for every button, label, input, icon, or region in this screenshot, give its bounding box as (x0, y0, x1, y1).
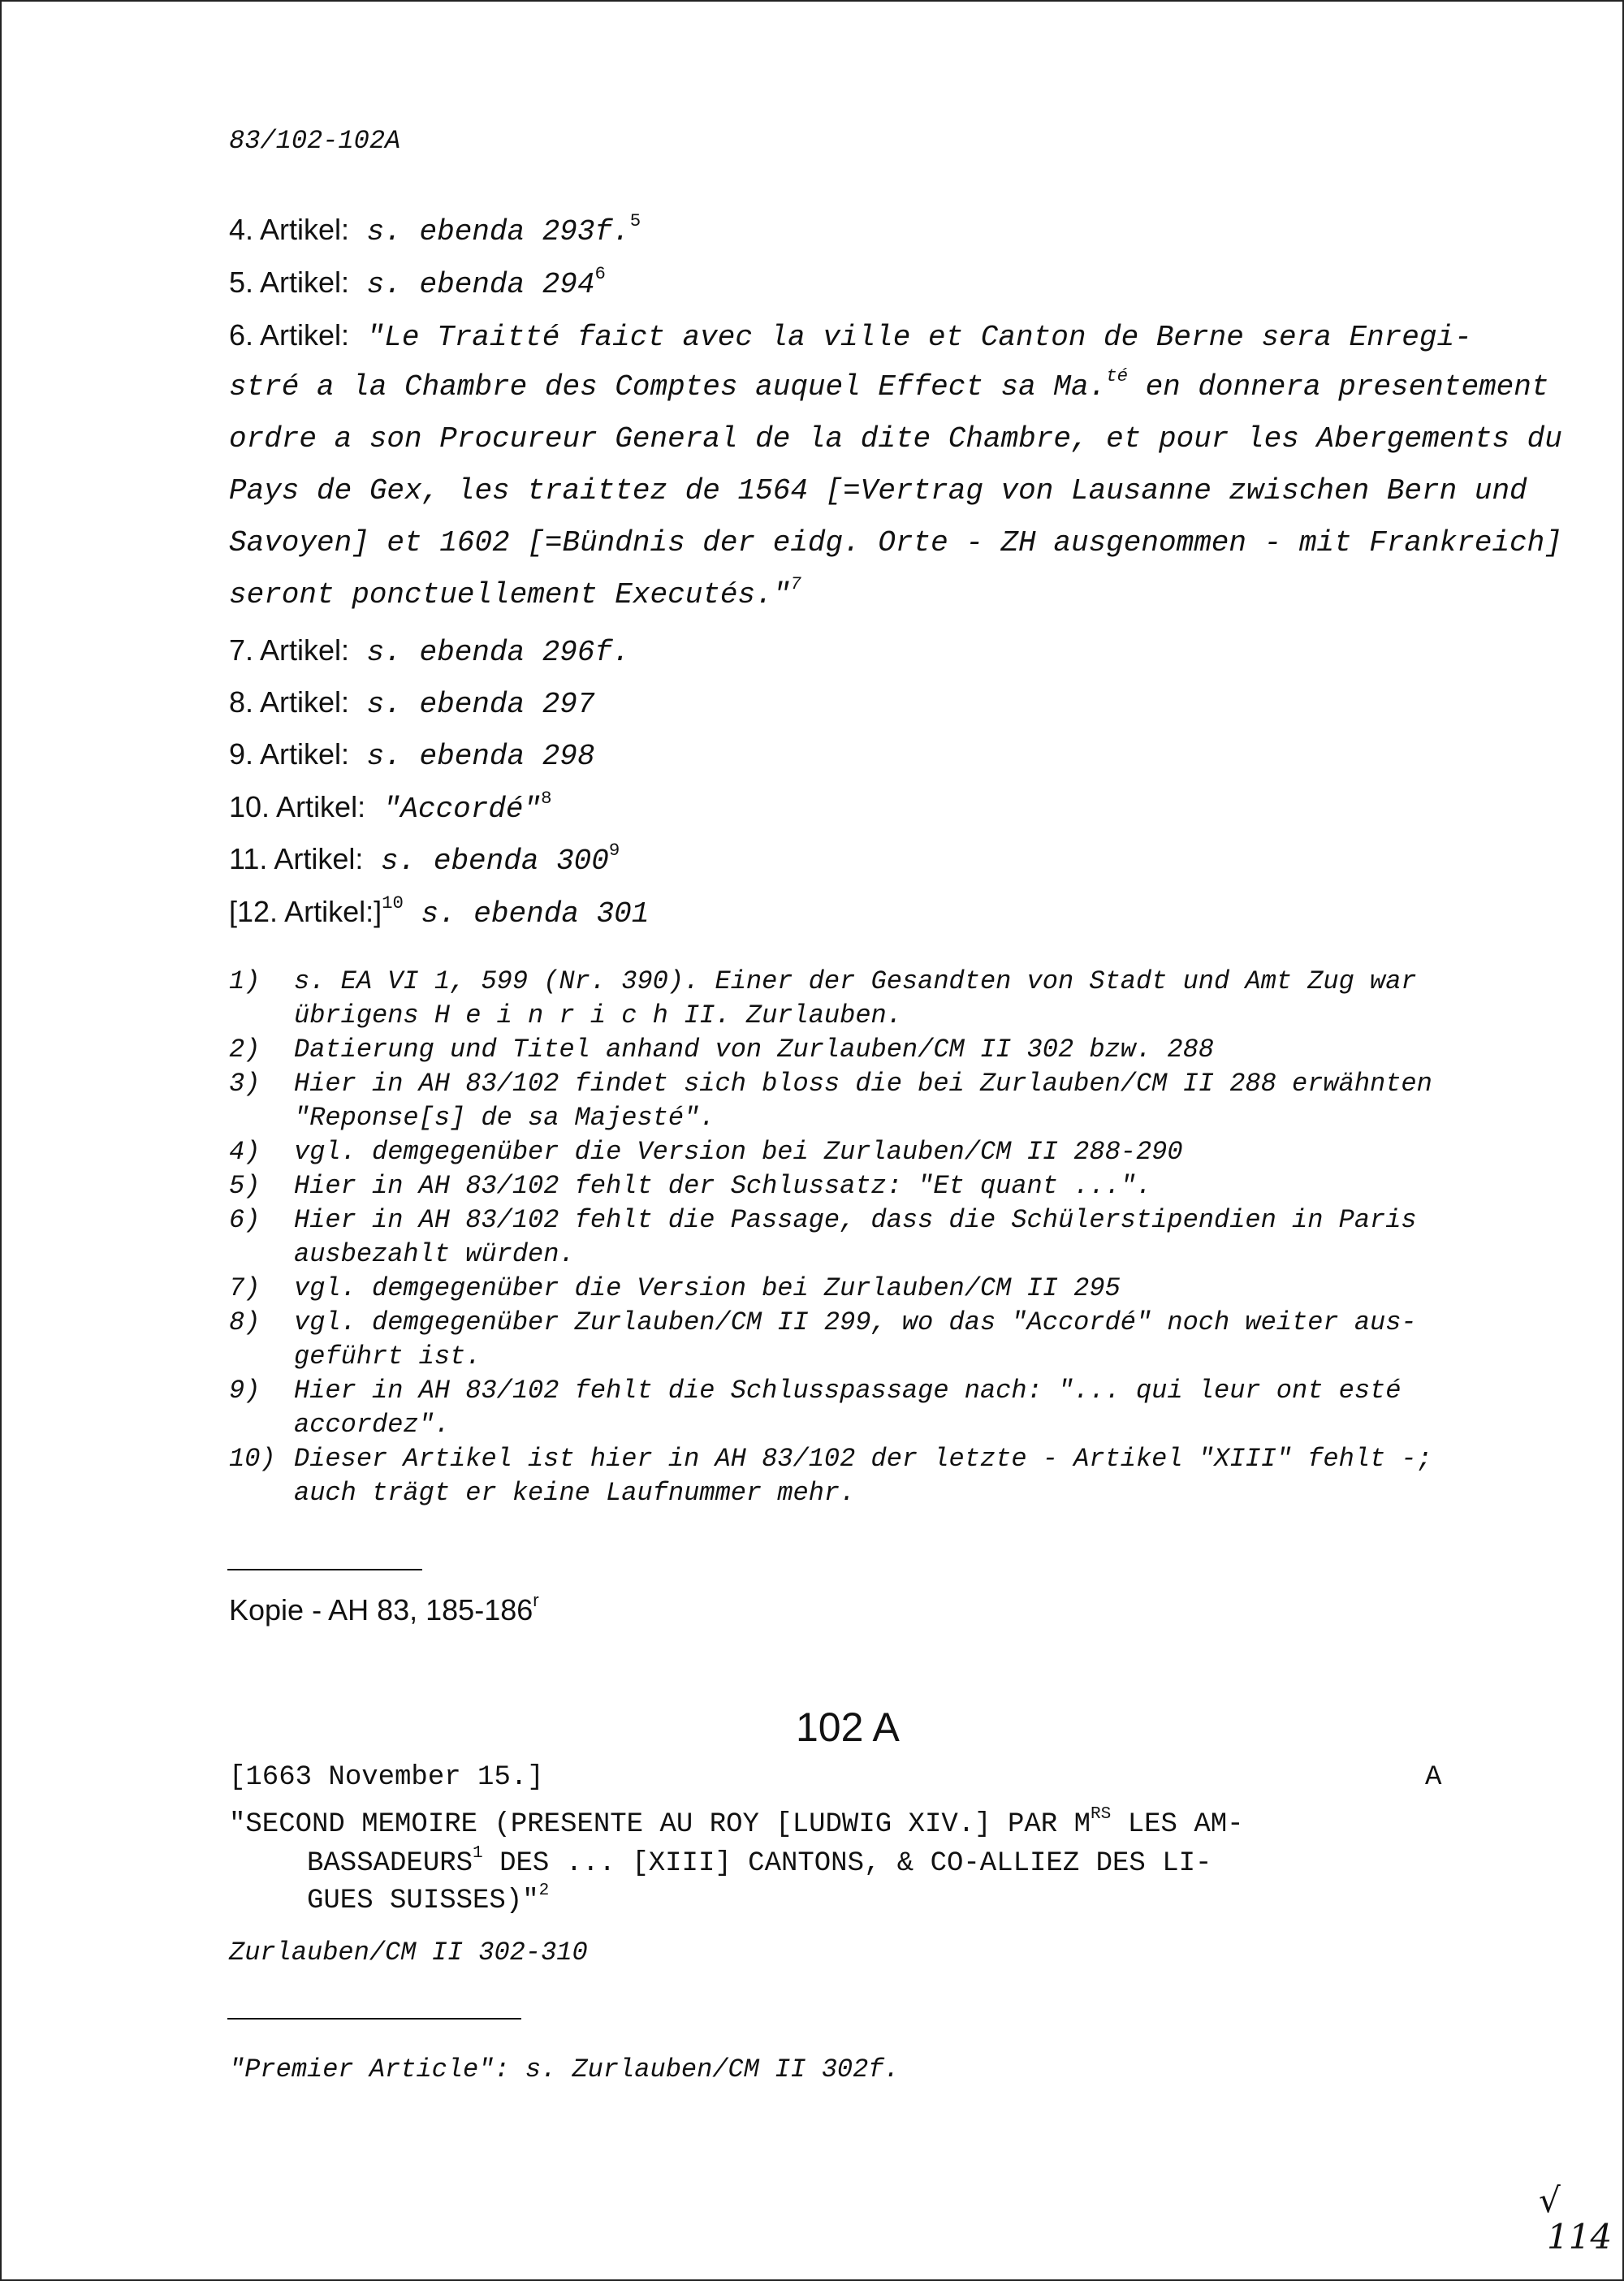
article-8: 8. Artikel: s. ebenda 297 (229, 685, 595, 721)
first-article: "Premier Article": s. Zurlauben/CM II 302f. (229, 2054, 900, 2084)
footnote-ref: 6 (594, 263, 606, 285)
article-6-line-6: seront ponctuellement Executés."$^7$ (229, 573, 801, 611)
footnote-number: 6) (229, 1205, 261, 1235)
document-title-line-1: "SECOND MEMOIRE (PRESENTE AU ROY [LUDWIG XIV.] PAR $M^{RS}$ LES AM- (229, 1804, 1244, 1840)
footnote-text: übrigens H e i n r i c h II. Zurlauben. (294, 1000, 902, 1030)
footnote-ref: 8 (541, 788, 552, 810)
document-title-line-2: BASSADEURS$^1$ DES ... [XIII] CANTONS, & CO-ALLIEZ DES LI- (307, 1843, 1212, 1879)
article-label: 5. Artikel: (229, 266, 350, 299)
footnote-text: vgl. demgegenüber Zurlauben/CM II 299, wo das "Accordé" noch weiter aus- (294, 1307, 1417, 1337)
footnote-text: Hier in AH 83/102 fehlt die Schlusspassage nach: "... qui leur ont esté (294, 1376, 1402, 1406)
footnote-text: auch trägt er keine Laufnummer mehr. (294, 1478, 856, 1508)
footnote-number: 9) (229, 1376, 261, 1406)
divider (227, 2018, 521, 2020)
article-6 (229, 318, 1472, 354)
footnote-text: accordez". (294, 1410, 451, 1440)
footnote-text: Dieser Artikel ist hier in AH 83/102 der letzte - Artikel "XIII" fehlt -; (294, 1444, 1432, 1474)
footnote-number: 10) (229, 1444, 276, 1474)
article-4 (229, 210, 641, 248)
source-line: Kopie - AH 83, 185-186$^r$ (229, 1590, 539, 1627)
article-9: 9. Artikel: s. ebenda 298 (229, 737, 595, 773)
page-reference: 83/102-102A (229, 126, 401, 156)
footnote-text: "Reponse[s] de sa Majesté". (294, 1103, 715, 1133)
footnote-text: Hier in AH 83/102 findet sich bloss die bei Zurlauben/CM II 288 erwähnten (294, 1069, 1432, 1099)
document-date: [1663 November 15.] (229, 1762, 544, 1793)
handwritten-check: √ (1539, 2180, 1561, 2220)
article-label: 6. Artikel: (229, 318, 350, 352)
footnote-number: 3) (229, 1069, 261, 1099)
footnote-text: geführt ist. (294, 1341, 482, 1372)
article-10: 10. Artikel: "Accordé"$^8$ (229, 788, 552, 826)
document-source: Zurlauben/CM II 302-310 (229, 1938, 588, 1968)
article-label: 4. Artikel: (229, 213, 350, 246)
handwritten-page-number: 114 (1547, 2217, 1613, 2257)
footnote-text: s. EA VI 1, 599 (Nr. 390). Einer der Gesandten von Stadt und Amt Zug war (294, 966, 1417, 996)
footnote-text: Datierung und Titel anhand von Zurlauben/CM II 302 bzw. 288 (294, 1035, 1214, 1065)
footnote-number: 2) (229, 1035, 261, 1065)
footnote-text: ausbezahlt würden. (294, 1239, 575, 1269)
footnote-number: 4) (229, 1137, 261, 1167)
footnote-ref: 9 (608, 840, 620, 862)
article-text-line: "Le Traitté faict avec la ville et Canton de Berne sera Enregi- (366, 321, 1472, 354)
article-6-line-3: ordre a son Procureur General de la dite Chambre, et pour les Abergements du (229, 422, 1562, 456)
article-12: [12. Artikel:]$^{10}$ s. ebenda 301 (229, 892, 650, 931)
article-7: 7. Artikel: s. ebenda 296f. (229, 633, 630, 669)
footnote-number: 7) (229, 1273, 261, 1303)
footnote-number: 8) (229, 1307, 261, 1337)
article-11: 11. Artikel: s. ebenda $300^9$ (229, 840, 620, 878)
document-title-line-3: GUES SUISSES)"$^2$ (307, 1881, 550, 1916)
footnote-ref: 7 (790, 573, 801, 595)
footnote-text: Hier in AH 83/102 fehlt der Schlussatz: "Et quant ...". (294, 1171, 1152, 1201)
footnote-ref: 10 (382, 892, 404, 914)
article-text: s. ebenda 293f. (366, 215, 630, 248)
article-6-line-5: Savoyen] et 1602 [=Bündnis der eidg. Orte - ZH ausgenommen - mit Frankreich] (229, 526, 1562, 559)
footnote-text: vgl. demgegenüber die Version bei Zurlauben/CM II 295 (294, 1273, 1121, 1303)
divider (227, 1569, 422, 1570)
footnote-number: 5) (229, 1171, 261, 1201)
article-5 (229, 263, 606, 301)
footnote-number: 1) (229, 966, 261, 996)
article-text: s. ebenda 294 (366, 268, 595, 301)
footnote-text: vgl. demgegenüber die Version bei Zurlauben/CM II 288-290 (294, 1137, 1183, 1167)
article-6-line-4: Pays de Gex, les traittez de 1564 [=Vertrag von Lausanne zwischen Bern und (229, 474, 1527, 508)
article-6-line-2: stré a la Chambre des Comptes auquel Effect sa Ma.$^{té}$ en donnera presentement (229, 365, 1549, 404)
document-number: 102 A (796, 1704, 900, 1750)
footnote-ref: 5 (629, 210, 641, 232)
document-marker: A (1425, 1762, 1442, 1793)
footnote-text: Hier in AH 83/102 fehlt die Passage, dass die Schülerstipendien in Paris (294, 1205, 1417, 1235)
